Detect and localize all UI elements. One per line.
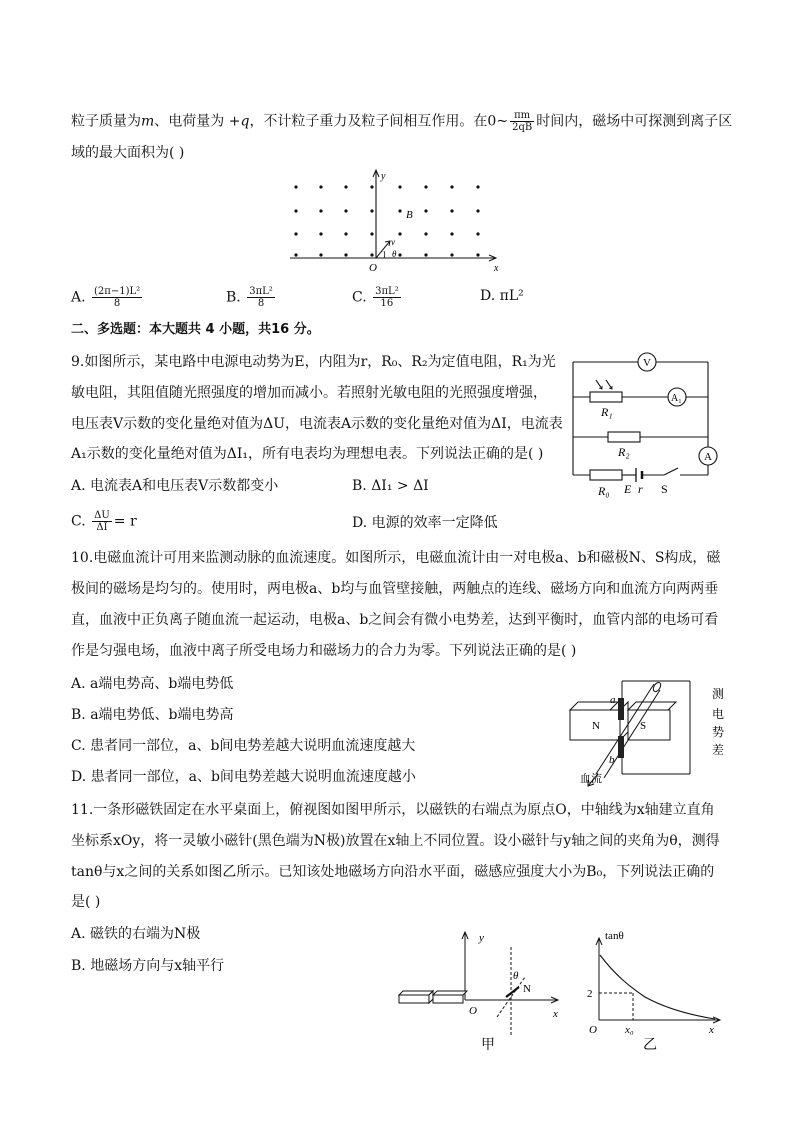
yi-tick-x0: x₀ <box>625 1024 634 1036</box>
q10-blood-flow-meter-figure <box>560 678 740 788</box>
q8-fig-v-label: v <box>391 237 395 247</box>
measure-char-1: 测 <box>712 687 725 701</box>
magnet-s-label: S <box>640 720 647 732</box>
q11-line2: 坐标系xOy，将一灵敏小磁针(黑色端为N极)放置在x轴上不同位置。设小磁针与y轴之间的夹角为θ，测得 <box>71 833 720 849</box>
q8-option-c: C. $\frac{\text{3πL²}}{16}$ <box>352 286 399 309</box>
resistor-r2-label: R₂ <box>618 445 630 459</box>
resistor-r1-label: R₁ <box>601 405 613 419</box>
jia-y-label: y <box>479 932 484 944</box>
q11-option-b: B. 地磁场方向与x轴平行 <box>71 958 225 974</box>
ammeter-a-label: A <box>704 451 712 463</box>
q9-option-a: A. 电流表A和电压表V示数都变小 <box>71 478 279 494</box>
q11-line1: 11.一条形磁铁固定在水平桌面上，俯视图如图甲所示，以磁铁的右端点为原点O，中轴线为x轴建立直角 <box>71 802 715 818</box>
q10-line3: 直，血液中正负离子随血流一起运动，电极a、b之间会有微小电势差，达到平衡时，血管内部的电场可看 <box>71 612 719 628</box>
q8-fig-origin-label: O <box>369 262 377 274</box>
q8-option-a: A. $\frac{\text{(2π−1)L²}}{8}$ <box>71 286 141 309</box>
q10-option-c: C. 患者同一部位，a、b间电势差越大说明血流速度越大 <box>71 738 416 754</box>
q9-option-b: B. ΔI₁ > ΔI <box>352 478 429 494</box>
q8-time-fraction: $\frac{\pi m}{2qB}$ <box>512 110 533 133</box>
q9-option-d: D. 电源的效率一定降低 <box>352 515 498 531</box>
measure-char-4: 差 <box>712 743 725 757</box>
q8-fig-y-label: y <box>381 171 386 182</box>
section-heading-multiple-choice: 二、多选题：本大题共 4 小题，共16 分。 <box>71 322 320 337</box>
q11-line4: 是( ) <box>71 894 101 910</box>
electrode-a-label: a <box>610 694 616 706</box>
ammeter-a1-label: A₁ <box>671 393 682 404</box>
switch-label: S <box>661 482 668 496</box>
yi-caption: 乙 <box>643 1038 657 1053</box>
emf-label: E <box>624 482 632 496</box>
q8-fig-x-label: x <box>494 263 499 274</box>
q10-option-a: A. a端电势高、b端电势低 <box>71 676 234 692</box>
electrode-b-label: b <box>609 754 615 766</box>
internal-resistance-label: r <box>638 482 643 496</box>
q9-line3: 电压表V示数的变化量绝对值为ΔU，电流表A示数的变化量绝对值为ΔI，电流表 <box>71 416 563 432</box>
q11-figure-jia <box>395 925 570 1055</box>
voltmeter-label: V <box>643 357 651 369</box>
q8-option-d: D. πL² <box>480 288 524 304</box>
q10-option-d: D. 患者同一部位，a、b间电势差越大说明血流速度越小 <box>71 769 416 785</box>
measure-char-3: 势 <box>712 725 725 739</box>
q9-option-c: C. $\frac{\Delta U}{\Delta I}$ = r <box>71 510 137 533</box>
jia-theta-label: θ <box>513 970 519 982</box>
q8-fig-b-label: B <box>406 209 413 221</box>
q9-line4: A₁示数的变化量绝对值为ΔI₁，所有电表均为理想电表。下列说法正确的是( ) <box>71 446 544 462</box>
q8-line2: 域的最大面积为( ) <box>71 145 185 161</box>
q10-option-b: B. a端电势低、b端电势高 <box>71 707 234 723</box>
yi-origin-label: O <box>589 1024 597 1036</box>
yi-x-label: x <box>709 1024 714 1036</box>
measure-char-2: 电 <box>712 707 725 721</box>
jia-origin-label: O <box>469 1005 477 1017</box>
q11-figure-yi <box>585 925 730 1055</box>
q11-line3: tanθ与x之间的关系如图乙所示。已知该处地磁场方向沿水平面，磁感应强度大小为B₀，下列说法正确的 <box>71 864 715 880</box>
yi-tick-2: 2 <box>587 988 593 1000</box>
blood-flow-label: 血流 <box>580 773 602 785</box>
q10-line4: 作是匀强电场，血液中离子所受电场力和磁场力的合力为零。下列说法正确的是( ) <box>71 643 577 659</box>
q8-fig-theta-label: θ <box>392 249 397 259</box>
jia-needle-n-label: N <box>523 983 531 995</box>
q10-line2: 极间的磁场是均匀的。使用时，两电极a、b均与血管壁接触，两触点的连线、磁场方向和血流方向两两垂 <box>71 581 719 597</box>
q9-line2: 敏电阻，其阻值随光照强度的增加而减小。若照射光敏电阻的光照强度增强， <box>71 385 547 401</box>
resistor-r0-label: R₀ <box>598 484 610 498</box>
yi-y-label: tanθ <box>605 930 624 942</box>
q10-line1: 10.电磁血流计可用来监测动脉的血流速度。如图所示，电磁血流计由一对电极a、b和磁极N、S构成，磁 <box>71 550 721 566</box>
q9-line1: 9.如图所示，某电路中电源电动势为E，内阻为r，R₀、R₂为定值电阻，R₁为光 <box>71 354 556 370</box>
q8-option-b: B. $\frac{\text{3πL²}}{8}$ <box>226 286 273 309</box>
jia-x-label: x <box>553 1008 558 1020</box>
q8-magnetic-field-figure <box>280 165 510 280</box>
q9-circuit-diagram <box>568 350 728 505</box>
q11-option-a: A. 磁铁的右端为N极 <box>71 926 201 942</box>
q8-line1: 粒子质量为m、电荷量为 +q，不计粒子重力及粒子间相互作用。在0~ $\frac{\pi m}{2qB}$ 时间内，磁场中可探测到离子区 <box>71 110 733 133</box>
magnet-n-label: N <box>592 720 600 732</box>
jia-caption: 甲 <box>481 1038 495 1053</box>
